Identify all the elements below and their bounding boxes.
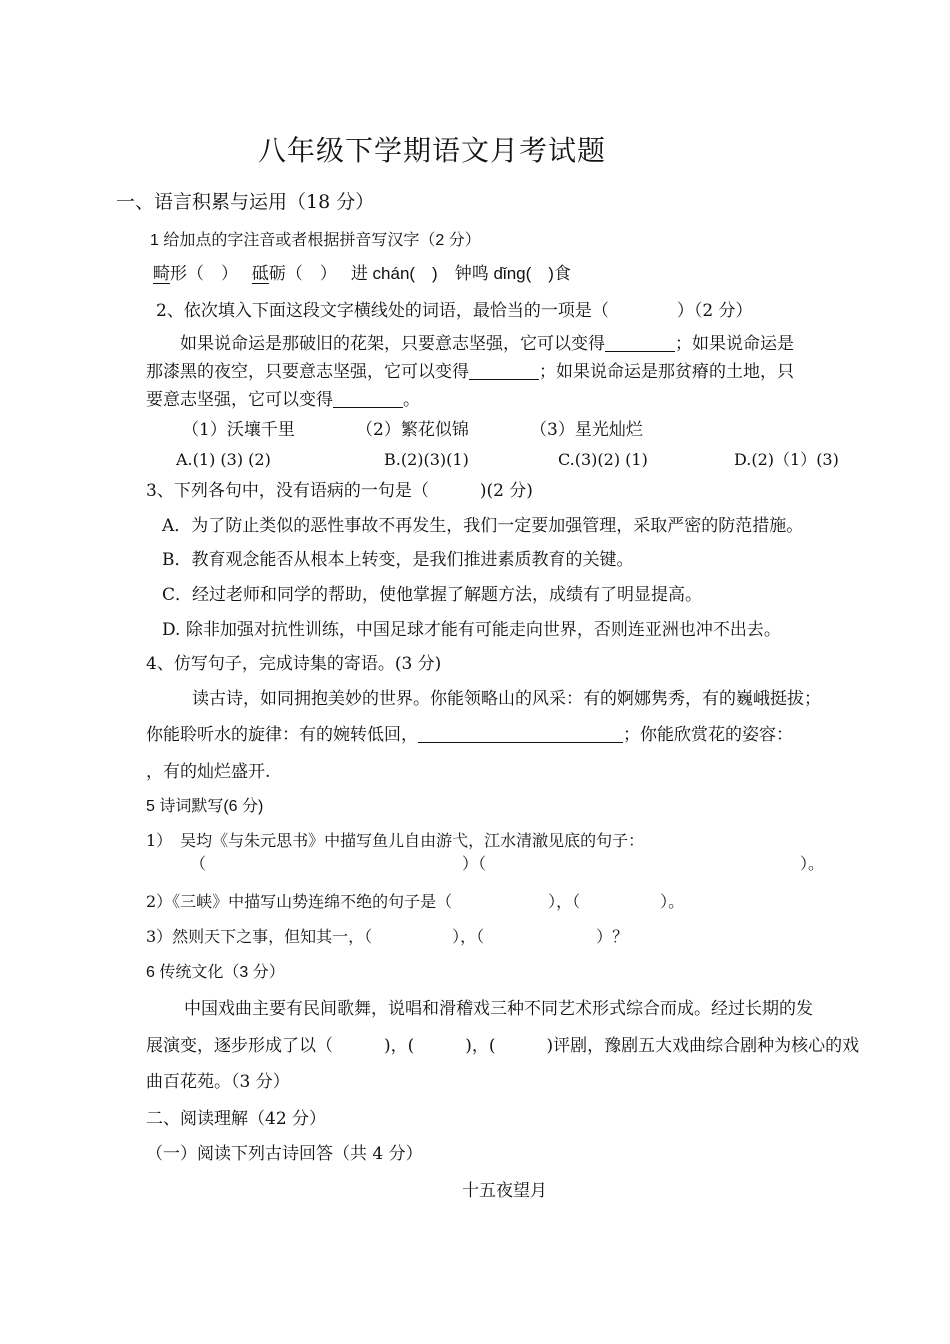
q2-answer-d[interactable]: D.(2)（1）(3) xyxy=(734,450,839,469)
q3-stem: 3、下列各句中，没有语病的一句是（ )(2 分) xyxy=(146,481,533,501)
q4-stem: 4、仿写句子，完成诗集的寄语。(3 分) xyxy=(146,654,442,674)
q1-char3: 进 chán( ) xyxy=(350,264,438,283)
q2-option2: （2）繁花似锦 xyxy=(356,420,469,440)
q6-line1: 中国戏曲主要有民间歌舞，说唱和滑稽戏三种不同艺术形式综合而成。经过长期的发 xyxy=(184,999,813,1019)
q2-answer-b[interactable]: B.(2)(3)(1) xyxy=(384,450,469,469)
q4-line3: ，有的灿烂盛开. xyxy=(146,762,271,782)
q1-char2-rest: 砺（ ） xyxy=(268,264,329,284)
q2-blank2[interactable] xyxy=(469,361,539,380)
q5-line1b-mid: ）（ xyxy=(462,854,487,873)
q2-blank3[interactable] xyxy=(333,389,403,408)
q5-line1b-open: （ xyxy=(190,854,207,873)
q2-option1: （1）沃壤千里 xyxy=(182,420,295,440)
q2-stem: 2、依次填入下面这段文字横线处的词语，最恰当的一项是（ ）（2 分） xyxy=(156,301,753,321)
q2-p3a: 要意志坚强，它可以变得 xyxy=(146,390,333,410)
q2-para-line2 xyxy=(146,361,794,383)
q3-option-b[interactable]: B．教育观念能否从根本上转变，是我们推进素质教育的关键。 xyxy=(162,550,634,570)
q2-p1b: ；如果说命运是 xyxy=(675,334,794,354)
q1-char2: 砥 xyxy=(251,264,269,284)
q6-stem: 6 传统文化（3 分） xyxy=(146,964,285,981)
q2-p1a: 如果说命运是那破旧的花架，只要意志坚强，它可以变得 xyxy=(180,334,605,354)
q2-answer-c[interactable]: C.(3)(2) (1) xyxy=(558,450,648,469)
q2-p3b: 。 xyxy=(403,390,420,410)
q6-line3: 曲百花苑。（3 分） xyxy=(146,1072,290,1092)
q1-stem: 1 给加点的字注音或者根据拼音写汉字（2 分） xyxy=(150,232,481,249)
q4-line2 xyxy=(146,724,793,746)
page-title: 八年级下学期语文月考试题 xyxy=(258,134,607,167)
q2-p2a: 那漆黑的夜空，只要意志坚强，它可以变得 xyxy=(146,362,469,382)
q3-option-d[interactable]: D. 除非加强对抗性训练，中国足球才能有可能走向世界，否则连亚洲也冲不出去。 xyxy=(162,620,781,640)
q4-blank[interactable] xyxy=(418,724,623,743)
poem-title: 十五夜望月 xyxy=(462,1181,547,1201)
q3-option-c[interactable]: C．经过老师和同学的帮助，使他掌握了解题方法，成绩有了明显提高。 xyxy=(162,585,703,605)
q1-char1-rest: 形（ ） xyxy=(170,264,230,284)
q2-para-line3 xyxy=(146,389,420,411)
q4-line1: 读古诗，如同拥抱美妙的世界。你能领略山的风采：有的婀娜隽秀，有的巍峨挺拔； xyxy=(192,689,821,709)
q2-answer-a[interactable]: A.(1) (3) (2) xyxy=(176,450,271,469)
section2-sub1: （一）阅读下列古诗回答（共 4 分） xyxy=(146,1144,423,1164)
q5-line3: 3）然则天下之事，但知其一，（ ），（ ）？ xyxy=(146,927,629,946)
q2-p2b: ；如果说命运是那贫瘠的土地，只 xyxy=(539,362,794,382)
section1-heading: 一、语言积累与运用（18 分） xyxy=(116,191,375,213)
q5-line2: 2）《三峡》中描写山势连绵不绝的句子是（ ），（ ）。 xyxy=(146,892,685,911)
q4-l2a: 你能聆听水的旋律：有的婉转低回， xyxy=(146,725,418,745)
q1-char4: 钟鸣 dǐng( )食 xyxy=(454,264,571,283)
q3-option-a[interactable]: A．为了防止类似的恶性事故不再发生，我们一定要加强管理，采取严密的防范措施。 xyxy=(162,516,804,536)
q5-stem: 5 诗词默写(6 分) xyxy=(146,798,264,815)
q2-option3: （3）星光灿烂 xyxy=(530,420,643,440)
q2-blank1[interactable] xyxy=(605,333,675,352)
q6-line2: 展演变，逐步形成了以（ )，( )，( )评剧，豫剧五大戏曲综合剧种为核心的戏 xyxy=(146,1036,860,1056)
q5-line1b-close: ）。 xyxy=(800,854,825,873)
q4-l2b: ；你能欣赏花的姿容： xyxy=(623,725,793,745)
q1-char1: 畸 xyxy=(153,264,170,284)
section2-heading: 二、阅读理解（42 分） xyxy=(146,1109,327,1129)
q5-line1: 1） 吴均《与朱元思书》中描写鱼儿自由游弋，江水清澈见底的句子： xyxy=(146,831,645,850)
q2-para-line1 xyxy=(180,333,794,355)
q1-items xyxy=(153,263,571,285)
